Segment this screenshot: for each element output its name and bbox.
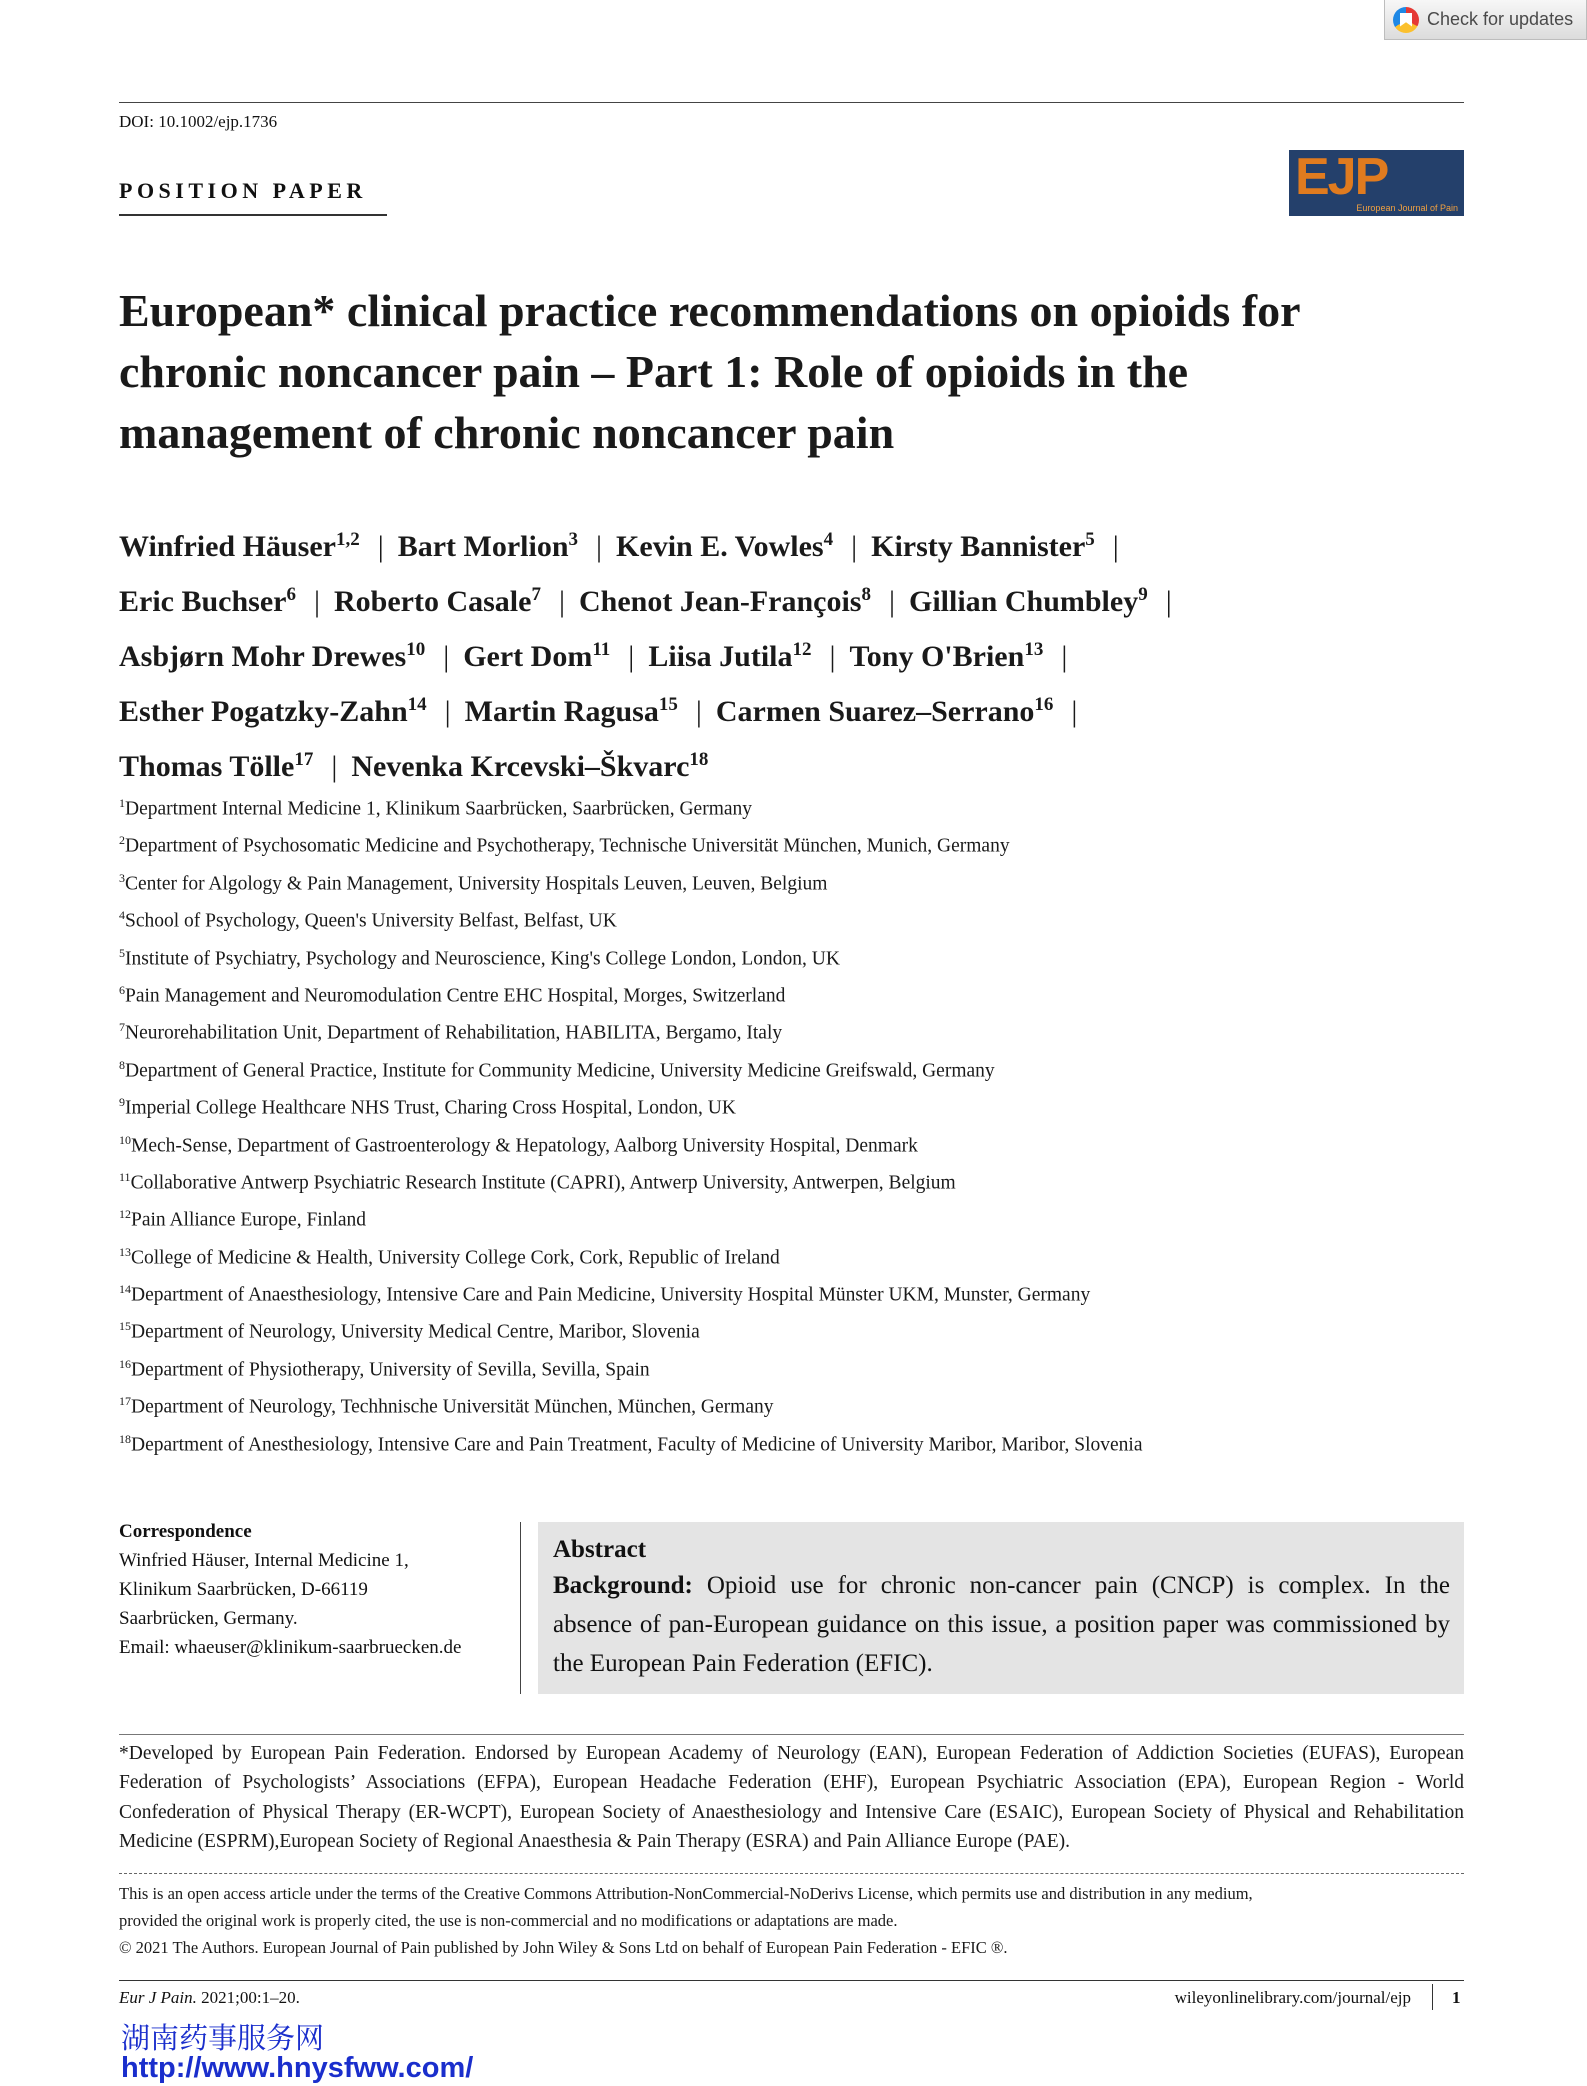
affiliation-text: Department of Anesthesiology, Intensive Care and Pain Treatment, Faculty of Medicine of University Maribor, Maribor, Slovenia bbox=[131, 1434, 1143, 1456]
journal-citation bbox=[119, 1988, 300, 2008]
license-line: This is an open access article under the terms of the Creative Commons Attribution-NonCommercial-NoDerivs License, which permits use and distribution in any medium, bbox=[119, 1884, 1253, 1903]
citation-details: 2021;00:1–20. bbox=[196, 1988, 300, 2007]
author-affiliation-marker: 7 bbox=[531, 584, 541, 605]
abstract-box bbox=[538, 1522, 1464, 1694]
author-separator: | bbox=[558, 585, 565, 618]
affiliation-text: Pain Alliance Europe, Finland bbox=[131, 1209, 367, 1231]
logo-journal-name: European Journal of Pain bbox=[1356, 203, 1458, 213]
correspondence-line: Winfried Häuser, Internal Medicine 1, bbox=[119, 1550, 409, 1571]
author-name[interactable] bbox=[119, 640, 425, 673]
author-name-text: Carmen Suarez–Serrano bbox=[715, 695, 1035, 728]
author-name[interactable] bbox=[119, 585, 296, 618]
journal-abbrev: Eur J Pain. bbox=[119, 1988, 197, 2007]
author-name-text: Esther Pogatzky-Zahn bbox=[119, 695, 408, 728]
footer-rule bbox=[119, 1980, 1464, 1981]
affiliation-list bbox=[119, 788, 1439, 1461]
affiliation-item bbox=[119, 975, 1439, 1012]
author-name-text: Winfried Häuser bbox=[119, 530, 336, 563]
author-name[interactable] bbox=[465, 695, 678, 728]
author-name[interactable] bbox=[909, 585, 1148, 618]
affiliation-text: School of Psychology, Queen's University Belfast, Belfast, UK bbox=[125, 910, 617, 932]
author-name[interactable] bbox=[716, 695, 1054, 728]
author-name[interactable] bbox=[463, 640, 610, 673]
author-separator: | bbox=[1165, 585, 1172, 618]
abstract-heading: Abstract bbox=[553, 1536, 647, 1563]
affiliation-number: 16 bbox=[119, 1356, 131, 1371]
affiliation-number: 17 bbox=[119, 1394, 131, 1409]
affiliation-item bbox=[119, 1199, 1439, 1236]
affiliation-text: Mech-Sense, Department of Gastroenterology & Hepatology, Aalborg University Hospital, Denmark bbox=[131, 1135, 918, 1157]
affiliation-text: College of Medicine & Health, University College Cork, Cork, Republic of Ireland bbox=[131, 1247, 780, 1269]
affiliation-text: Neurorehabilitation Unit, Department of Rehabilitation, HABILITA, Bergamo, Italy bbox=[125, 1022, 783, 1044]
paper-type-underline bbox=[119, 214, 387, 216]
affiliation-number: 1 bbox=[119, 796, 125, 810]
author-name-text: Liisa Jutila bbox=[648, 640, 793, 673]
paper-type: POSITION PAPER bbox=[119, 178, 367, 203]
affiliation-number: 2 bbox=[119, 833, 125, 848]
affiliation-number: 4 bbox=[119, 908, 125, 923]
author-separator: | bbox=[695, 695, 702, 728]
correspondence bbox=[119, 1517, 519, 1662]
author-separator: | bbox=[829, 640, 836, 673]
affiliation-text: Department of Neurology, Techhnische Universität München, München, Germany bbox=[131, 1396, 774, 1418]
author-affiliation-marker: 12 bbox=[792, 639, 812, 660]
author-name[interactable] bbox=[648, 640, 811, 673]
author-line bbox=[119, 626, 1419, 681]
author-name-text: Kevin E. Vowles bbox=[616, 530, 824, 563]
check-for-updates-button[interactable] bbox=[1384, 0, 1587, 40]
author-name-text: Gillian Chumbley bbox=[908, 585, 1139, 618]
affiliation-text: Center for Algology & Pain Management, University Hospitals Leuven, Leuven, Belgium bbox=[125, 873, 828, 895]
affiliation-text: Pain Management and Neuromodulation Centre EHC Hospital, Morges, Switzerland bbox=[125, 985, 786, 1007]
affiliation-number: 6 bbox=[119, 982, 125, 997]
author-affiliation-marker: 11 bbox=[592, 639, 611, 660]
author-affiliation-marker: 10 bbox=[406, 639, 426, 660]
affiliation-text: Department of Physiotherapy, University of Sevilla, Sevilla, Spain bbox=[131, 1359, 650, 1381]
affiliation-number: 9 bbox=[119, 1095, 125, 1110]
page-number: 1 bbox=[1452, 1988, 1461, 2007]
correspondence-line: Saarbrücken, Germany. bbox=[119, 1608, 298, 1629]
author-name[interactable] bbox=[334, 585, 541, 618]
author-line bbox=[119, 571, 1419, 626]
watermark-url[interactable]: http://www.hnysfww.com/ bbox=[121, 2052, 474, 2084]
author-separator: | bbox=[628, 640, 635, 673]
author-affiliation-marker: 3 bbox=[568, 529, 579, 550]
footer-divider bbox=[1432, 1984, 1433, 2010]
affiliation-number: 12 bbox=[119, 1207, 131, 1222]
crossmark-icon bbox=[1393, 7, 1419, 33]
affiliation-item bbox=[119, 1050, 1439, 1087]
affiliation-text: Institute of Psychiatry, Psychology and Neuroscience, King's College London, London, UK bbox=[125, 948, 840, 970]
author-affiliation-marker: 9 bbox=[1138, 584, 1148, 605]
author-name[interactable] bbox=[579, 585, 871, 618]
correspondence-line: Klinikum Saarbrücken, D-66119 bbox=[119, 1579, 368, 1600]
affiliation-number: 3 bbox=[119, 870, 125, 885]
correspondence-email[interactable]: Email: whaeuser@klinikum-saarbruecken.de bbox=[119, 1637, 462, 1658]
author-name[interactable] bbox=[351, 750, 708, 783]
author-separator: | bbox=[331, 750, 338, 783]
author-name[interactable] bbox=[871, 530, 1095, 563]
affiliation-item bbox=[119, 1349, 1439, 1386]
author-affiliation-marker: 17 bbox=[294, 749, 314, 770]
license-notice bbox=[119, 1880, 1464, 1961]
affiliation-item bbox=[119, 1424, 1439, 1461]
affiliation-text: Department of Psychosomatic Medicine and Psychotherapy, Technische Universität München, Munich, Germany bbox=[125, 835, 1010, 857]
correspondence-heading: Correspondence bbox=[119, 1521, 252, 1542]
affiliation-item bbox=[119, 1125, 1439, 1162]
affiliation-number: 13 bbox=[119, 1244, 131, 1259]
affiliation-number: 14 bbox=[119, 1282, 131, 1297]
affiliation-item bbox=[119, 1386, 1439, 1423]
affiliation-number: 10 bbox=[119, 1132, 131, 1147]
affiliation-item bbox=[119, 938, 1439, 975]
author-affiliation-marker: 18 bbox=[689, 749, 709, 770]
author-affiliation-marker: 14 bbox=[407, 694, 427, 715]
abstract-background-text: Opioid use for chronic non-cancer pain (CNCP) is complex. In the absence of pan-European guidance on this issue, a position paper was commissioned by the European Pain Federation (EFIC). bbox=[553, 1572, 1451, 1677]
author-list bbox=[119, 516, 1419, 791]
affiliation-item bbox=[119, 1162, 1439, 1199]
author-affiliation-marker: 6 bbox=[286, 584, 296, 605]
abstract-text bbox=[553, 1566, 1450, 1683]
author-separator: | bbox=[444, 695, 451, 728]
author-name[interactable] bbox=[398, 530, 578, 563]
author-name-text: Eric Buchser bbox=[119, 585, 287, 618]
author-line bbox=[119, 736, 1419, 791]
author-affiliation-marker: 1,2 bbox=[335, 529, 360, 550]
affiliation-number: 15 bbox=[119, 1319, 131, 1334]
journal-url[interactable]: wileyonlinelibrary.com/journal/ejp bbox=[1174, 1988, 1411, 2007]
author-name-text: Tony O'Brien bbox=[849, 640, 1025, 673]
affiliation-item bbox=[119, 1237, 1439, 1274]
copyright-line: © 2021 The Authors. European Journal of Pain published by John Wiley & Sons Ltd on behalf of European Pain Federation - EFIC ®. bbox=[119, 1938, 1008, 1957]
affiliation-number: 7 bbox=[119, 1020, 125, 1035]
author-affiliation-marker: 15 bbox=[658, 694, 678, 715]
footnote-rule bbox=[119, 1734, 1464, 1735]
affiliation-item bbox=[119, 1012, 1439, 1049]
author-separator: | bbox=[377, 530, 384, 563]
author-line bbox=[119, 681, 1419, 736]
author-name-text: Martin Ragusa bbox=[464, 695, 659, 728]
author-name-text: Chenot Jean-François bbox=[578, 585, 862, 618]
author-affiliation-marker: 16 bbox=[1034, 694, 1054, 715]
affiliation-item bbox=[119, 863, 1439, 900]
author-name[interactable] bbox=[616, 530, 833, 563]
author-affiliation-marker: 8 bbox=[861, 584, 871, 605]
author-name[interactable] bbox=[850, 640, 1044, 673]
endorsement-footnote: *Developed by European Pain Federation. Endorsed by European Academy of Neurology (EAN), European Federation of Addiction Societies (EUFAS), European Federation of Psychologists’ Associations (EFPA), European Headache Federation (EHF), European Psychiatric Association (EPA), European Region - World Confederation of Physical Therapy (ER-WCPT), European Society of Anaesthesiology and Intensive Care (ESAIC), European Society of Physical and Rehabilitation Medicine (ESPRM),European Society of Regional Anaesthesia & Pain Therapy (ESRA) and Pain Alliance Europe (PAE). bbox=[119, 1743, 1464, 1853]
author-separator: | bbox=[1071, 695, 1078, 728]
author-line bbox=[119, 516, 1419, 571]
license-divider bbox=[119, 1873, 1464, 1874]
affiliation-number: 5 bbox=[119, 945, 125, 960]
author-name-text: Asbjørn Mohr Drewes bbox=[119, 640, 407, 673]
abstract-background-label: Background: bbox=[553, 1572, 693, 1599]
affiliation-item bbox=[119, 825, 1439, 862]
logo-abbr: EJP bbox=[1295, 148, 1388, 206]
affiliation-number: 18 bbox=[119, 1431, 131, 1446]
affiliation-item bbox=[119, 900, 1439, 937]
doi[interactable]: DOI: 10.1002/ejp.1736 bbox=[119, 112, 278, 131]
author-separator: | bbox=[313, 585, 320, 618]
author-name-text: Kirsty Bannister bbox=[871, 530, 1086, 563]
author-affiliation-marker: 4 bbox=[823, 529, 834, 550]
paper-title: European* clinical practice recommendations on opioids for chronic noncancer pain – Part 1: Role of opioids in the management of chronic noncancer pain bbox=[119, 285, 1300, 458]
author-separator: | bbox=[888, 585, 895, 618]
journal-logo bbox=[1289, 150, 1464, 216]
author-name-text: Roberto Casale bbox=[334, 585, 532, 618]
author-name[interactable] bbox=[119, 530, 360, 563]
author-affiliation-marker: 5 bbox=[1085, 529, 1095, 550]
author-separator: | bbox=[596, 530, 603, 563]
author-name[interactable] bbox=[119, 750, 313, 783]
affiliation-text: Imperial College Healthcare NHS Trust, Charing Cross Hospital, London, UK bbox=[125, 1097, 736, 1119]
affiliation-number: 11 bbox=[119, 1169, 131, 1184]
author-separator: | bbox=[851, 530, 858, 563]
affiliation-text: Department Internal Medicine 1, Klinikum Saarbrücken, Saarbrücken, Germany bbox=[125, 798, 753, 820]
affiliation-text: Department of Neurology, University Medical Centre, Maribor, Slovenia bbox=[131, 1321, 700, 1343]
affiliation-item bbox=[119, 788, 1439, 825]
author-name[interactable] bbox=[119, 695, 427, 728]
author-name-text: Nevenka Krcevski–Škvarc bbox=[351, 750, 690, 783]
affiliation-text: Collaborative Antwerp Psychiatric Research Institute (CAPRI), Antwerp University, Antwerpen, Belgium bbox=[130, 1172, 956, 1194]
author-separator: | bbox=[1112, 530, 1119, 563]
affiliation-item bbox=[119, 1311, 1439, 1348]
header-rule bbox=[119, 102, 1464, 103]
author-name-text: Gert Dom bbox=[463, 640, 593, 673]
author-name-text: Bart Morlion bbox=[397, 530, 569, 563]
author-separator: | bbox=[1061, 640, 1068, 673]
author-name-text: Thomas Tölle bbox=[119, 750, 295, 783]
affiliation-text: Department of General Practice, Institute for Community Medicine, University Medicine Greifswald, Germany bbox=[125, 1060, 995, 1082]
author-affiliation-marker: 13 bbox=[1024, 639, 1044, 660]
check-for-updates-label: Check for updates bbox=[1427, 9, 1574, 29]
affiliation-text: Department of Anaesthesiology, Intensive Care and Pain Medicine, University Hospital Münster UKM, Munster, Germany bbox=[131, 1284, 1091, 1306]
correspondence-divider bbox=[520, 1522, 521, 1694]
affiliation-item bbox=[119, 1274, 1439, 1311]
license-line: provided the original work is properly cited, the use is non-commercial and no modifications or adaptations are made. bbox=[119, 1911, 898, 1930]
author-separator: | bbox=[443, 640, 450, 673]
watermark-site-name: 湖南药事服务网 bbox=[121, 2021, 325, 2055]
affiliation-number: 8 bbox=[119, 1057, 125, 1072]
affiliation-item bbox=[119, 1087, 1439, 1124]
